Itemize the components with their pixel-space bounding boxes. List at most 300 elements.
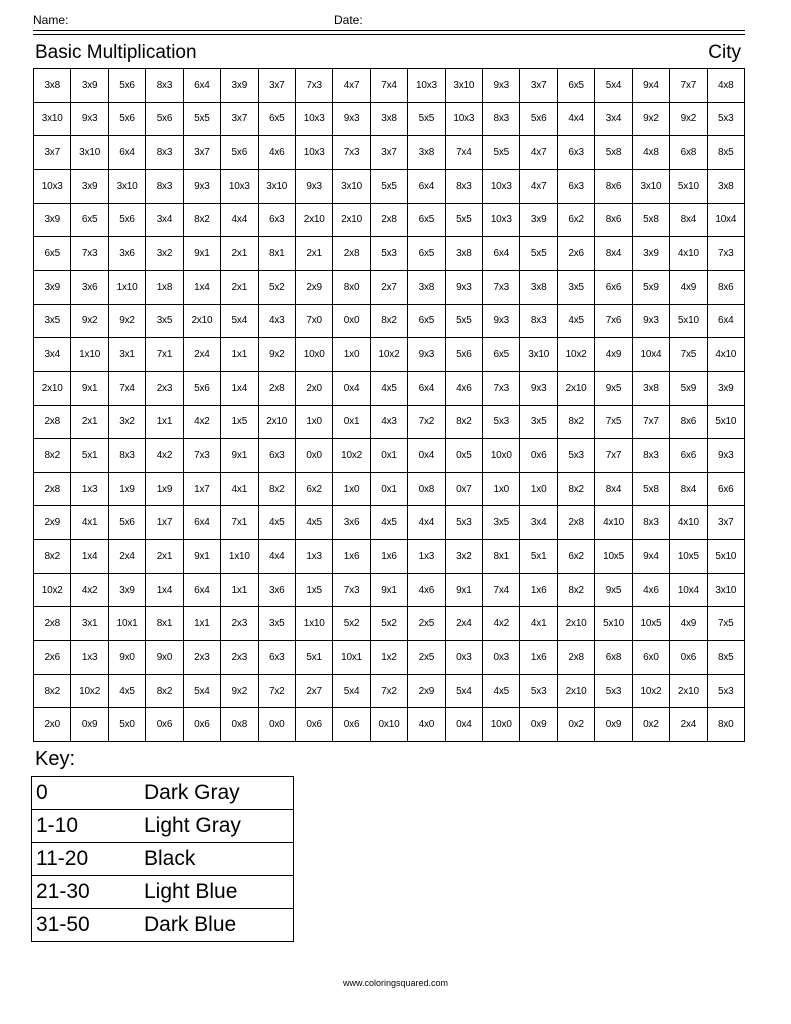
grid-cell: 10x2: [71, 675, 108, 709]
grid-cell: 3x1: [71, 607, 108, 641]
grid-cell: 3x9: [71, 170, 108, 204]
key-color: Dark Gray: [144, 777, 294, 810]
grid-cell: 8x1: [259, 237, 296, 271]
grid-cell: 8x3: [146, 69, 183, 103]
grid-cell: 5x10: [670, 305, 707, 339]
grid-cell: 9x3: [184, 170, 221, 204]
grid-cell: 9x3: [633, 305, 670, 339]
grid-cell: 4x5: [259, 506, 296, 540]
grid-cell: 2x4: [446, 607, 483, 641]
grid-cell: 5x4: [221, 305, 258, 339]
grid-cell: 2x3: [221, 641, 258, 675]
grid-cell: 0x8: [408, 473, 445, 507]
grid-cell: 7x2: [408, 406, 445, 440]
grid-cell: 2x1: [71, 406, 108, 440]
grid-cell: 9x1: [446, 574, 483, 608]
grid-cell: 8x2: [146, 675, 183, 709]
grid-cell: 4x2: [184, 406, 221, 440]
grid-cell: 4x5: [558, 305, 595, 339]
grid-cell: 10x0: [296, 338, 333, 372]
grid-cell: 8x2: [34, 675, 71, 709]
grid-cell: 2x10: [558, 607, 595, 641]
grid-cell: 3x9: [708, 372, 745, 406]
grid-cell: 7x3: [483, 271, 520, 305]
grid-cell: 5x10: [708, 540, 745, 574]
grid-cell: 6x5: [408, 305, 445, 339]
page-subtitle: City: [708, 42, 741, 63]
grid-cell: 2x10: [296, 204, 333, 238]
grid-cell: 6x5: [259, 103, 296, 137]
grid-cell: 3x6: [109, 237, 146, 271]
grid-cell: 10x2: [371, 338, 408, 372]
grid-cell: 1x3: [71, 641, 108, 675]
grid-cell: 2x10: [558, 675, 595, 709]
grid-cell: 3x10: [259, 170, 296, 204]
grid-cell: 8x4: [670, 204, 707, 238]
grid-cell: 5x9: [633, 271, 670, 305]
grid-cell: 3x2: [109, 406, 146, 440]
grid-cell: 3x8: [371, 103, 408, 137]
grid-cell: 6x4: [184, 69, 221, 103]
grid-cell: 1x0: [333, 473, 370, 507]
header-rule-double: [33, 34, 745, 35]
grid-cell: 6x2: [558, 204, 595, 238]
grid-cell: 4x6: [633, 574, 670, 608]
grid-cell: 6x4: [483, 237, 520, 271]
grid-cell: 5x5: [184, 103, 221, 137]
grid-cell: 6x6: [670, 439, 707, 473]
key-row: [32, 876, 294, 909]
grid-cell: 4x1: [520, 607, 557, 641]
grid-cell: 0x9: [595, 708, 632, 742]
grid-cell: 7x2: [259, 675, 296, 709]
grid-cell: 2x8: [558, 641, 595, 675]
grid-cell: 3x6: [259, 574, 296, 608]
grid-cell: 8x4: [595, 237, 632, 271]
grid-cell: 10x5: [633, 607, 670, 641]
grid-cell: 6x6: [595, 271, 632, 305]
grid-cell: 4x9: [670, 607, 707, 641]
grid-cell: 9x5: [595, 372, 632, 406]
grid-cell: 2x10: [34, 372, 71, 406]
grid-cell: 3x8: [446, 237, 483, 271]
grid-cell: 0x1: [333, 406, 370, 440]
grid-cell: 3x7: [184, 136, 221, 170]
grid-cell: 1x5: [221, 406, 258, 440]
grid-cell: 4x4: [408, 506, 445, 540]
grid-cell: 5x1: [296, 641, 333, 675]
grid-cell: 2x8: [558, 506, 595, 540]
grid-cell: 1x7: [146, 506, 183, 540]
grid-cell: 3x9: [520, 204, 557, 238]
grid-cell: 10x3: [34, 170, 71, 204]
grid-cell: 6x5: [483, 338, 520, 372]
grid-cell: 5x6: [109, 204, 146, 238]
grid-cell: 4x0: [408, 708, 445, 742]
grid-cell: 4x4: [558, 103, 595, 137]
grid-cell: 3x8: [34, 69, 71, 103]
grid-cell: 8x6: [595, 204, 632, 238]
grid-cell: 7x4: [109, 372, 146, 406]
grid-cell: 7x3: [708, 237, 745, 271]
grid-cell: 2x1: [221, 237, 258, 271]
grid-cell: 10x3: [446, 103, 483, 137]
grid-cell: 3x9: [34, 204, 71, 238]
grid-cell: 3x10: [333, 170, 370, 204]
grid-cell: 3x5: [34, 305, 71, 339]
grid-cell: 4x2: [146, 439, 183, 473]
grid-cell: 5x3: [708, 675, 745, 709]
grid-cell: 2x6: [558, 237, 595, 271]
grid-cell: 8x0: [333, 271, 370, 305]
grid-cell: 4x10: [670, 237, 707, 271]
grid-cell: 4x2: [483, 607, 520, 641]
key-color: Light Blue: [144, 876, 294, 909]
grid-cell: 3x8: [520, 271, 557, 305]
key-range: 0: [32, 777, 145, 810]
grid-cell: 6x5: [408, 237, 445, 271]
grid-cell: 9x5: [595, 574, 632, 608]
grid-cell: 0x4: [408, 439, 445, 473]
grid-cell: 3x7: [520, 69, 557, 103]
grid-cell: 6x4: [708, 305, 745, 339]
grid-cell: 0x3: [446, 641, 483, 675]
grid-cell: 2x9: [34, 506, 71, 540]
grid-cell: 2x10: [670, 675, 707, 709]
grid-cell: 3x8: [408, 136, 445, 170]
grid-cell: 4x10: [670, 506, 707, 540]
grid-cell: 9x3: [483, 305, 520, 339]
grid-cell: 1x6: [333, 540, 370, 574]
grid-cell: 10x0: [483, 708, 520, 742]
grid-cell: 3x9: [71, 69, 108, 103]
grid-cell: 6x5: [408, 204, 445, 238]
grid-cell: 4x1: [71, 506, 108, 540]
grid-cell: 3x7: [259, 69, 296, 103]
grid-cell: 3x9: [633, 237, 670, 271]
grid-cell: 6x4: [184, 506, 221, 540]
grid-cell: 6x4: [408, 372, 445, 406]
grid-cell: 9x2: [259, 338, 296, 372]
grid-cell: 6x5: [558, 69, 595, 103]
grid-cell: 5x6: [146, 103, 183, 137]
grid-cell: 10x3: [296, 103, 333, 137]
grid-cell: 3x4: [595, 103, 632, 137]
grid-cell: 8x1: [146, 607, 183, 641]
grid-cell: 4x5: [483, 675, 520, 709]
grid-cell: 5x3: [483, 406, 520, 440]
grid-cell: 3x5: [483, 506, 520, 540]
grid-cell: 0x9: [520, 708, 557, 742]
grid-cell: 0x6: [333, 708, 370, 742]
grid-cell: 8x2: [558, 473, 595, 507]
grid-cell: 5x5: [446, 305, 483, 339]
grid-cell: 7x7: [595, 439, 632, 473]
grid-cell: 1x4: [221, 372, 258, 406]
grid-cell: 8x6: [595, 170, 632, 204]
grid-cell: 6x2: [558, 540, 595, 574]
grid-cell: 9x3: [446, 271, 483, 305]
grid-cell: 2x5: [408, 607, 445, 641]
grid-cell: 3x2: [446, 540, 483, 574]
grid-cell: 5x3: [708, 103, 745, 137]
grid-cell: 5x3: [520, 675, 557, 709]
grid-cell: 5x4: [595, 69, 632, 103]
grid-cell: 10x3: [483, 170, 520, 204]
grid-cell: 2x8: [34, 473, 71, 507]
grid-cell: 1x0: [483, 473, 520, 507]
grid-cell: 3x10: [633, 170, 670, 204]
key-row: [32, 843, 294, 876]
grid-cell: 4x6: [408, 574, 445, 608]
grid-cell: 4x7: [520, 170, 557, 204]
key-color: Light Gray: [144, 810, 294, 843]
grid-cell: 7x5: [708, 607, 745, 641]
grid-cell: 1x9: [146, 473, 183, 507]
grid-cell: 1x1: [221, 574, 258, 608]
grid-cell: 8x2: [558, 406, 595, 440]
grid-cell: 4x3: [259, 305, 296, 339]
grid-cell: 9x1: [184, 237, 221, 271]
grid-cell: 1x6: [371, 540, 408, 574]
grid-cell: 6x3: [259, 204, 296, 238]
grid-cell: 5x5: [408, 103, 445, 137]
grid-cell: 4x1: [221, 473, 258, 507]
grid-cell: 0x5: [446, 439, 483, 473]
grid-cell: 8x3: [520, 305, 557, 339]
grid-cell: 6x0: [633, 641, 670, 675]
grid-cell: 4x4: [221, 204, 258, 238]
grid-cell: 4x10: [595, 506, 632, 540]
grid-cell: 8x2: [259, 473, 296, 507]
grid-cell: 10x3: [483, 204, 520, 238]
grid-cell: 1x4: [71, 540, 108, 574]
grid-cell: 1x3: [408, 540, 445, 574]
page-title: Basic Multiplication: [35, 42, 197, 63]
grid-cell: 5x3: [595, 675, 632, 709]
grid-cell: 5x6: [221, 136, 258, 170]
grid-cell: 5x1: [71, 439, 108, 473]
grid-cell: 7x1: [221, 506, 258, 540]
footer-url: www.coloringsquared.com: [342, 978, 449, 988]
grid-cell: 6x4: [408, 170, 445, 204]
grid-cell: 7x3: [483, 372, 520, 406]
grid-cell: 7x5: [670, 338, 707, 372]
grid-cell: 10x3: [408, 69, 445, 103]
key-range: 31-50: [32, 909, 145, 942]
grid-cell: 5x6: [109, 506, 146, 540]
grid-cell: 4x7: [333, 69, 370, 103]
date-label: Date:: [334, 13, 363, 27]
grid-cell: 2x3: [184, 641, 221, 675]
grid-cell: 3x10: [446, 69, 483, 103]
grid-cell: 0x0: [296, 439, 333, 473]
key-label: Key:: [35, 748, 76, 770]
grid-cell: 9x4: [633, 540, 670, 574]
grid-cell: 6x2: [296, 473, 333, 507]
key-range: 1-10: [32, 810, 145, 843]
grid-cell: 2x7: [371, 271, 408, 305]
grid-cell: 3x5: [146, 305, 183, 339]
grid-cell: 8x0: [708, 708, 745, 742]
grid-cell: 3x5: [259, 607, 296, 641]
grid-cell: 10x2: [633, 675, 670, 709]
grid-cell: 10x4: [670, 574, 707, 608]
grid-cell: 10x4: [633, 338, 670, 372]
grid-cell: 2x10: [259, 406, 296, 440]
grid-cell: 0x7: [446, 473, 483, 507]
grid-cell: 3x10: [708, 574, 745, 608]
grid-cell: 3x6: [71, 271, 108, 305]
grid-cell: 8x3: [633, 439, 670, 473]
grid-cell: 3x9: [109, 574, 146, 608]
color-key-table: [31, 776, 294, 942]
grid-cell: 0x3: [483, 641, 520, 675]
grid-cell: 2x6: [34, 641, 71, 675]
grid-cell: 0x0: [259, 708, 296, 742]
grid-cell: 10x3: [296, 136, 333, 170]
grid-cell: 8x1: [483, 540, 520, 574]
grid-cell: 1x10: [296, 607, 333, 641]
grid-cell: 9x2: [633, 103, 670, 137]
grid-cell: 7x7: [633, 406, 670, 440]
grid-cell: 4x8: [633, 136, 670, 170]
grid-cell: 6x4: [109, 136, 146, 170]
grid-cell: 3x10: [34, 103, 71, 137]
grid-cell: 8x6: [670, 406, 707, 440]
grid-cell: 7x4: [371, 69, 408, 103]
grid-cell: 3x8: [633, 372, 670, 406]
grid-cell: 6x6: [708, 473, 745, 507]
grid-cell: 0x4: [333, 372, 370, 406]
grid-cell: 0x9: [71, 708, 108, 742]
grid-cell: 3x9: [221, 69, 258, 103]
key-row: [32, 810, 294, 843]
grid-cell: 6x5: [34, 237, 71, 271]
grid-cell: 6x4: [184, 574, 221, 608]
grid-cell: 1x4: [184, 271, 221, 305]
grid-cell: 6x3: [558, 170, 595, 204]
grid-cell: 4x3: [371, 406, 408, 440]
grid-cell: 2x8: [34, 406, 71, 440]
grid-cell: 8x3: [483, 103, 520, 137]
grid-cell: 8x2: [184, 204, 221, 238]
grid-cell: 0x6: [520, 439, 557, 473]
header-rule: [33, 30, 745, 31]
grid-cell: 2x8: [34, 607, 71, 641]
grid-cell: 6x3: [259, 439, 296, 473]
grid-cell: 4x9: [595, 338, 632, 372]
grid-cell: 3x5: [558, 271, 595, 305]
grid-cell: 1x1: [221, 338, 258, 372]
grid-cell: 3x10: [520, 338, 557, 372]
key-row: [32, 777, 294, 810]
grid-cell: 3x8: [708, 170, 745, 204]
grid-cell: 8x4: [670, 473, 707, 507]
grid-cell: 10x0: [483, 439, 520, 473]
grid-cell: 7x4: [483, 574, 520, 608]
grid-cell: 10x5: [595, 540, 632, 574]
grid-cell: 7x3: [333, 574, 370, 608]
grid-cell: 4x8: [708, 69, 745, 103]
grid-cell: 5x2: [259, 271, 296, 305]
grid-cell: 8x3: [146, 170, 183, 204]
grid-cell: 5x4: [446, 675, 483, 709]
grid-cell: 3x4: [520, 506, 557, 540]
grid-cell: 7x3: [184, 439, 221, 473]
grid-cell: 1x1: [146, 406, 183, 440]
grid-cell: 9x3: [296, 170, 333, 204]
grid-cell: 5x0: [109, 708, 146, 742]
key-color: Black: [144, 843, 294, 876]
grid-cell: 2x0: [34, 708, 71, 742]
grid-cell: 2x10: [184, 305, 221, 339]
grid-cell: 5x5: [520, 237, 557, 271]
grid-cell: 1x1: [184, 607, 221, 641]
key-color: Dark Blue: [144, 909, 294, 942]
grid-cell: 10x1: [109, 607, 146, 641]
grid-cell: 5x2: [371, 607, 408, 641]
grid-cell: 2x0: [296, 372, 333, 406]
grid-cell: 5x8: [633, 473, 670, 507]
grid-cell: 8x3: [146, 136, 183, 170]
grid-cell: 5x4: [184, 675, 221, 709]
grid-cell: 1x5: [296, 574, 333, 608]
grid-cell: 4x7: [520, 136, 557, 170]
grid-cell: 9x3: [483, 69, 520, 103]
grid-cell: 9x2: [71, 305, 108, 339]
grid-cell: 8x2: [558, 574, 595, 608]
grid-cell: 6x5: [71, 204, 108, 238]
grid-cell: 9x1: [371, 574, 408, 608]
grid-cell: 0x0: [333, 305, 370, 339]
grid-cell: 6x3: [259, 641, 296, 675]
grid-cell: 7x7: [670, 69, 707, 103]
grid-cell: 8x3: [446, 170, 483, 204]
grid-cell: 0x2: [558, 708, 595, 742]
grid-cell: 3x10: [71, 136, 108, 170]
grid-cell: 2x1: [146, 540, 183, 574]
grid-cell: 2x10: [333, 204, 370, 238]
grid-cell: 1x3: [71, 473, 108, 507]
grid-cell: 7x5: [595, 406, 632, 440]
grid-cell: 10x2: [558, 338, 595, 372]
grid-cell: 2x5: [408, 641, 445, 675]
grid-cell: 2x8: [259, 372, 296, 406]
grid-cell: 3x5: [520, 406, 557, 440]
grid-cell: 6x3: [558, 136, 595, 170]
grid-cell: 4x6: [259, 136, 296, 170]
grid-cell: 1x4: [146, 574, 183, 608]
grid-cell: 2x3: [221, 607, 258, 641]
grid-cell: 6x8: [670, 136, 707, 170]
grid-cell: 9x0: [109, 641, 146, 675]
grid-cell: 8x6: [708, 271, 745, 305]
grid-cell: 8x3: [633, 506, 670, 540]
grid-cell: 1x0: [520, 473, 557, 507]
grid-cell: 4x5: [296, 506, 333, 540]
grid-cell: 4x9: [670, 271, 707, 305]
grid-cell: 8x2: [34, 540, 71, 574]
grid-cell: 2x4: [184, 338, 221, 372]
grid-cell: 5x9: [670, 372, 707, 406]
grid-cell: 9x2: [109, 305, 146, 339]
grid-cell: 7x0: [296, 305, 333, 339]
grid-cell: 5x3: [558, 439, 595, 473]
grid-cell: 0x1: [371, 473, 408, 507]
grid-cell: 4x5: [371, 506, 408, 540]
grid-cell: 5x5: [446, 204, 483, 238]
